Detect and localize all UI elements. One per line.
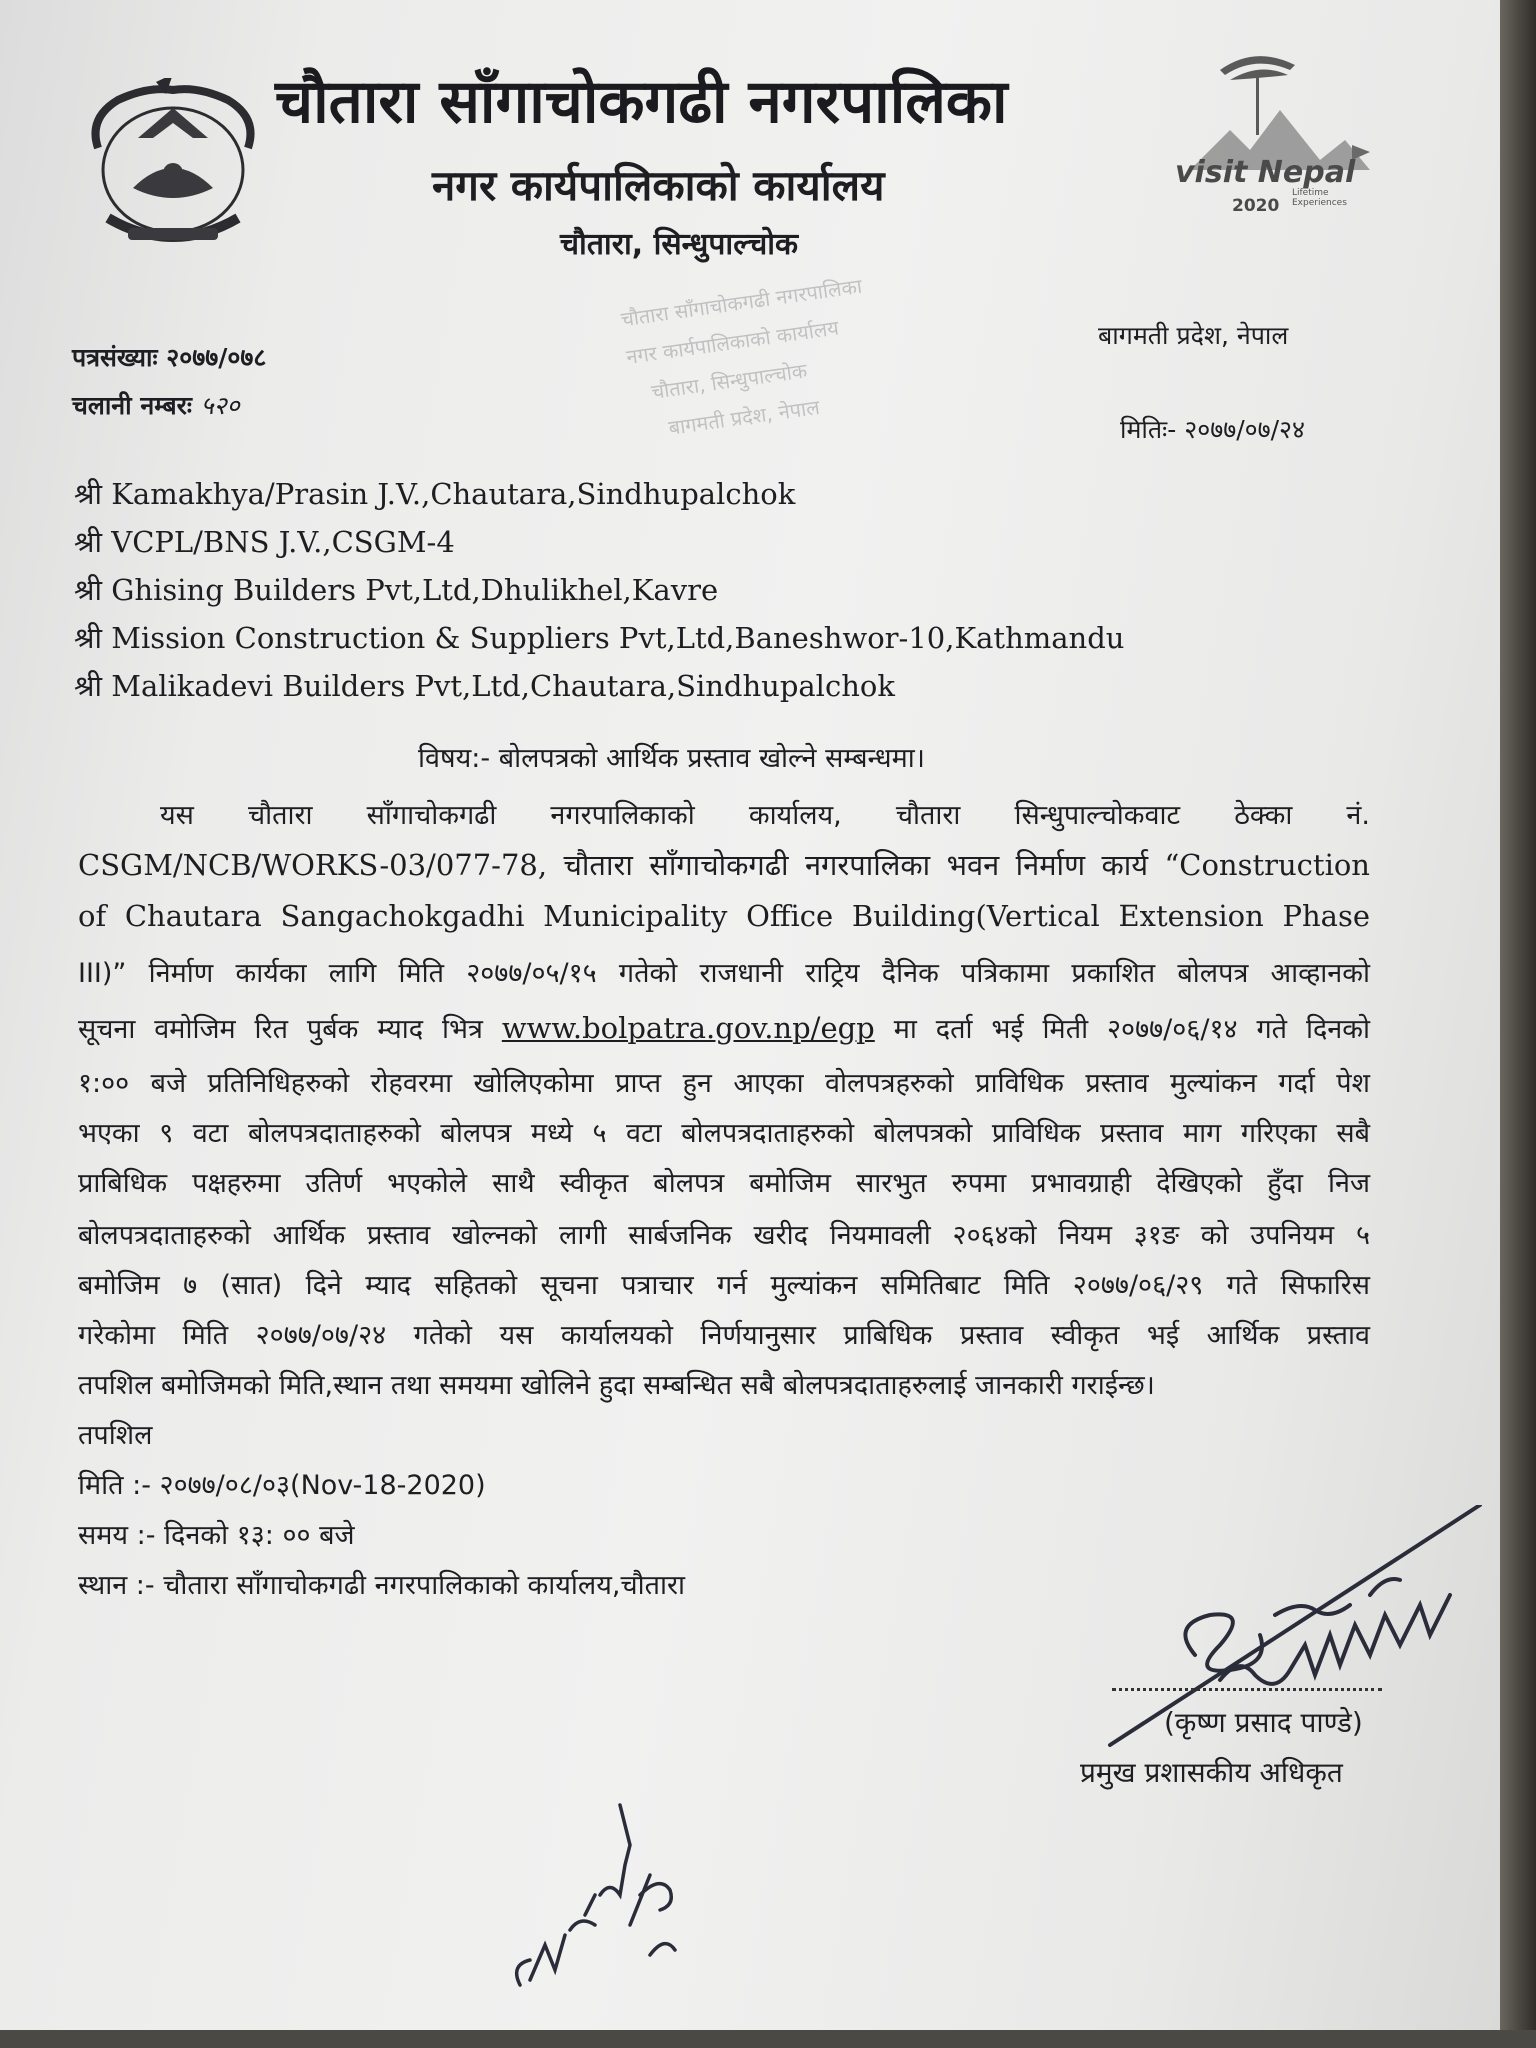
body-line: तपशिल बमोजिमको मिति,स्थान तथा समयमा खोलिने हुदा सम्बन्धित सबै बोलपत्रदाताहरुलाई जानकारी गराईन्छ। bbox=[78, 1370, 1155, 1401]
recipient-2: श्री VCPL/BNS J.V.,CSGM-4 bbox=[74, 525, 455, 559]
office-title: नगर कार्यपालिकाको कार्यालय bbox=[432, 161, 885, 210]
signatory-name: (कृष्ण प्रसाद पाण्डे) bbox=[1164, 1706, 1363, 1739]
visit-nepal-year: 2020 bbox=[1232, 196, 1280, 216]
svg-text:चौतारा, सिन्धुपाल्चोक: चौतारा, सिन्धुपाल्चोक bbox=[649, 358, 809, 404]
body-line: of Chautara Sangachokgadhi Municipality Office Building(Vertical Extension Phase bbox=[78, 899, 1370, 933]
signature-line bbox=[1112, 1688, 1382, 1691]
body-line: बमोजिम ७ (सात) दिने म्याद सहितको सूचना पत्राचार गर्न मुल्यांकन समितिबाट मिति २०७७/०६/२९ गते सिफारिस bbox=[78, 1270, 1370, 1301]
dispatch-value: ५२० bbox=[200, 391, 240, 420]
svg-text:चौतारा साँगाचोकगढी नगरपालिका: चौतारा साँगाचोकगढी नगरपालिका bbox=[619, 273, 864, 332]
opening-date: मिति :- २०७७/०८/०३(Nov-18-2020) bbox=[78, 1470, 486, 1501]
ref-label: पत्रसंख्याः bbox=[72, 343, 158, 372]
ref-value: २०७७/०७८ bbox=[166, 343, 267, 372]
visit-text: visit bbox=[1175, 155, 1248, 190]
nepal-government-emblem-icon bbox=[78, 78, 268, 258]
date-label: मितिः- bbox=[1120, 415, 1177, 444]
letter-date bbox=[1120, 412, 1305, 446]
visit-nepal-tagline: Lifetime Experiences bbox=[1292, 188, 1347, 208]
recipient-5: श्री Malikadevi Builders Pvt,Ltd,Chautara,Sindhupalchok bbox=[74, 669, 895, 703]
recipient-1: श्री Kamakhya/Prasin J.V.,Chautara,Sindhupalchok bbox=[74, 477, 796, 511]
date-value: २०७७/०७/२४ bbox=[1184, 415, 1306, 444]
svg-text:बागमती प्रदेश, नेपाल: बागमती प्रदेश, नेपाल bbox=[666, 394, 822, 440]
dispatch-number bbox=[72, 388, 240, 422]
office-stamp bbox=[609, 258, 890, 463]
visit-nepal-wordmark bbox=[1175, 155, 1355, 190]
nepal-text: Nepal bbox=[1257, 155, 1356, 190]
body-line bbox=[78, 1009, 1370, 1046]
body-line: यस चौतारा साँगाचोकगढी नगरपालिकाको कार्यालय, चौतारा सिन्धुपाल्चोकवाट ठेक्का नं. bbox=[160, 800, 1370, 831]
body-line: CSGM/NCB/WORKS-03/077-78, चौतारा साँगाचोकगढी नगरपालिका भवन निर्माण कार्य “Construction bbox=[78, 848, 1370, 882]
subject-line: विषय:- बोलपत्रको आर्थिक प्रस्ताव खोल्ने सम्बन्धमा। bbox=[418, 743, 926, 774]
reference-number bbox=[72, 340, 266, 374]
province-name: बागमती प्रदेश, नेपाल bbox=[1098, 321, 1289, 350]
body-line: प्राबिधिक पक्षहरुमा उतिर्ण भएकोले साथै स्वीकृत बोलपत्र बमोजिम सारभुत रुपमा प्रभावग्राही देखिएको हुँदा निज bbox=[78, 1168, 1370, 1199]
body-line: III)” निर्माण कार्यका लागि मिति २०७७/०५/१५ गतेको राजधानी राट्रिय दैनिक पत्रिकामा प्रकाशित बोलपत्र आव्हानको bbox=[78, 958, 1370, 989]
tender-portal-link[interactable]: www.bolpatra.gov.np/egp bbox=[501, 1011, 875, 1045]
signatory-designation: प्रमुख प्रशासकीय अधिकृत bbox=[1080, 1756, 1343, 1789]
body-line: बोलपत्रदाताहरुको आर्थिक प्रस्ताव खोल्नको लागी सार्बजनिक खरीद नियमावली २०६४को नियम ३१ङ को उपनियम ५ bbox=[78, 1220, 1370, 1251]
body-line: भएका ९ वटा बोलपत्रदाताहरुको बोलपत्र मध्ये ५ वटा बोलपत्रदाताहरुको बोलपत्रको प्राविधिक प्रस्ताव माग गरिएका सबै bbox=[78, 1118, 1370, 1149]
body-text: मा दर्ता भई मिती २०७७/०६/१४ गते दिनको bbox=[893, 1014, 1371, 1045]
svg-text:नगर कार्यपालिकाको कार्यालय: नगर कार्यपालिकाको कार्यालय bbox=[624, 315, 841, 370]
body-line: १:०० बजे प्रतिनिधिहरुको रोहवरमा खोलिएकोमा प्राप्त हुन आएका वोलपत्रहरुको प्राविधिक प्रस्ताव मुल्यांकन गर्दा पेश bbox=[78, 1068, 1370, 1099]
recipient-3: श्री Ghising Builders Pvt,Ltd,Dhulikhel,Kavre bbox=[74, 573, 719, 607]
recipient-4: श्री Mission Construction & Suppliers Pvt,Ltd,Baneshwor-10,Kathmandu bbox=[74, 621, 1125, 655]
details-heading: तपशिल bbox=[78, 1420, 153, 1451]
opening-time: समय :- दिनको १३: ०० बजे bbox=[78, 1520, 355, 1551]
handwritten-note bbox=[500, 1785, 700, 1995]
opening-place: स्थान :- चौतारा साँगाचोकगढी नगरपालिकाको कार्यालय,चौतारा bbox=[78, 1570, 686, 1601]
body-text: सूचना वमोजिम रित पुर्बक म्याद भित्र bbox=[78, 1014, 483, 1045]
body-line: गरेकोमा मिति २०७७/०७/२४ गतेको यस कार्यालयको निर्णयानुसार प्राबिधिक प्रस्ताव स्वीकृत भई आर्थिक प्रस्ताव bbox=[78, 1320, 1370, 1351]
dispatch-label: चलानी नम्बरः bbox=[72, 391, 192, 420]
office-location: चौतारा, सिन्धुपाल्चोक bbox=[560, 227, 799, 262]
background-edge bbox=[1500, 0, 1536, 2048]
municipality-title: चौतारा साँगाचोकगढी नगरपालिका bbox=[275, 67, 1008, 137]
background-edge bbox=[0, 2030, 1536, 2048]
